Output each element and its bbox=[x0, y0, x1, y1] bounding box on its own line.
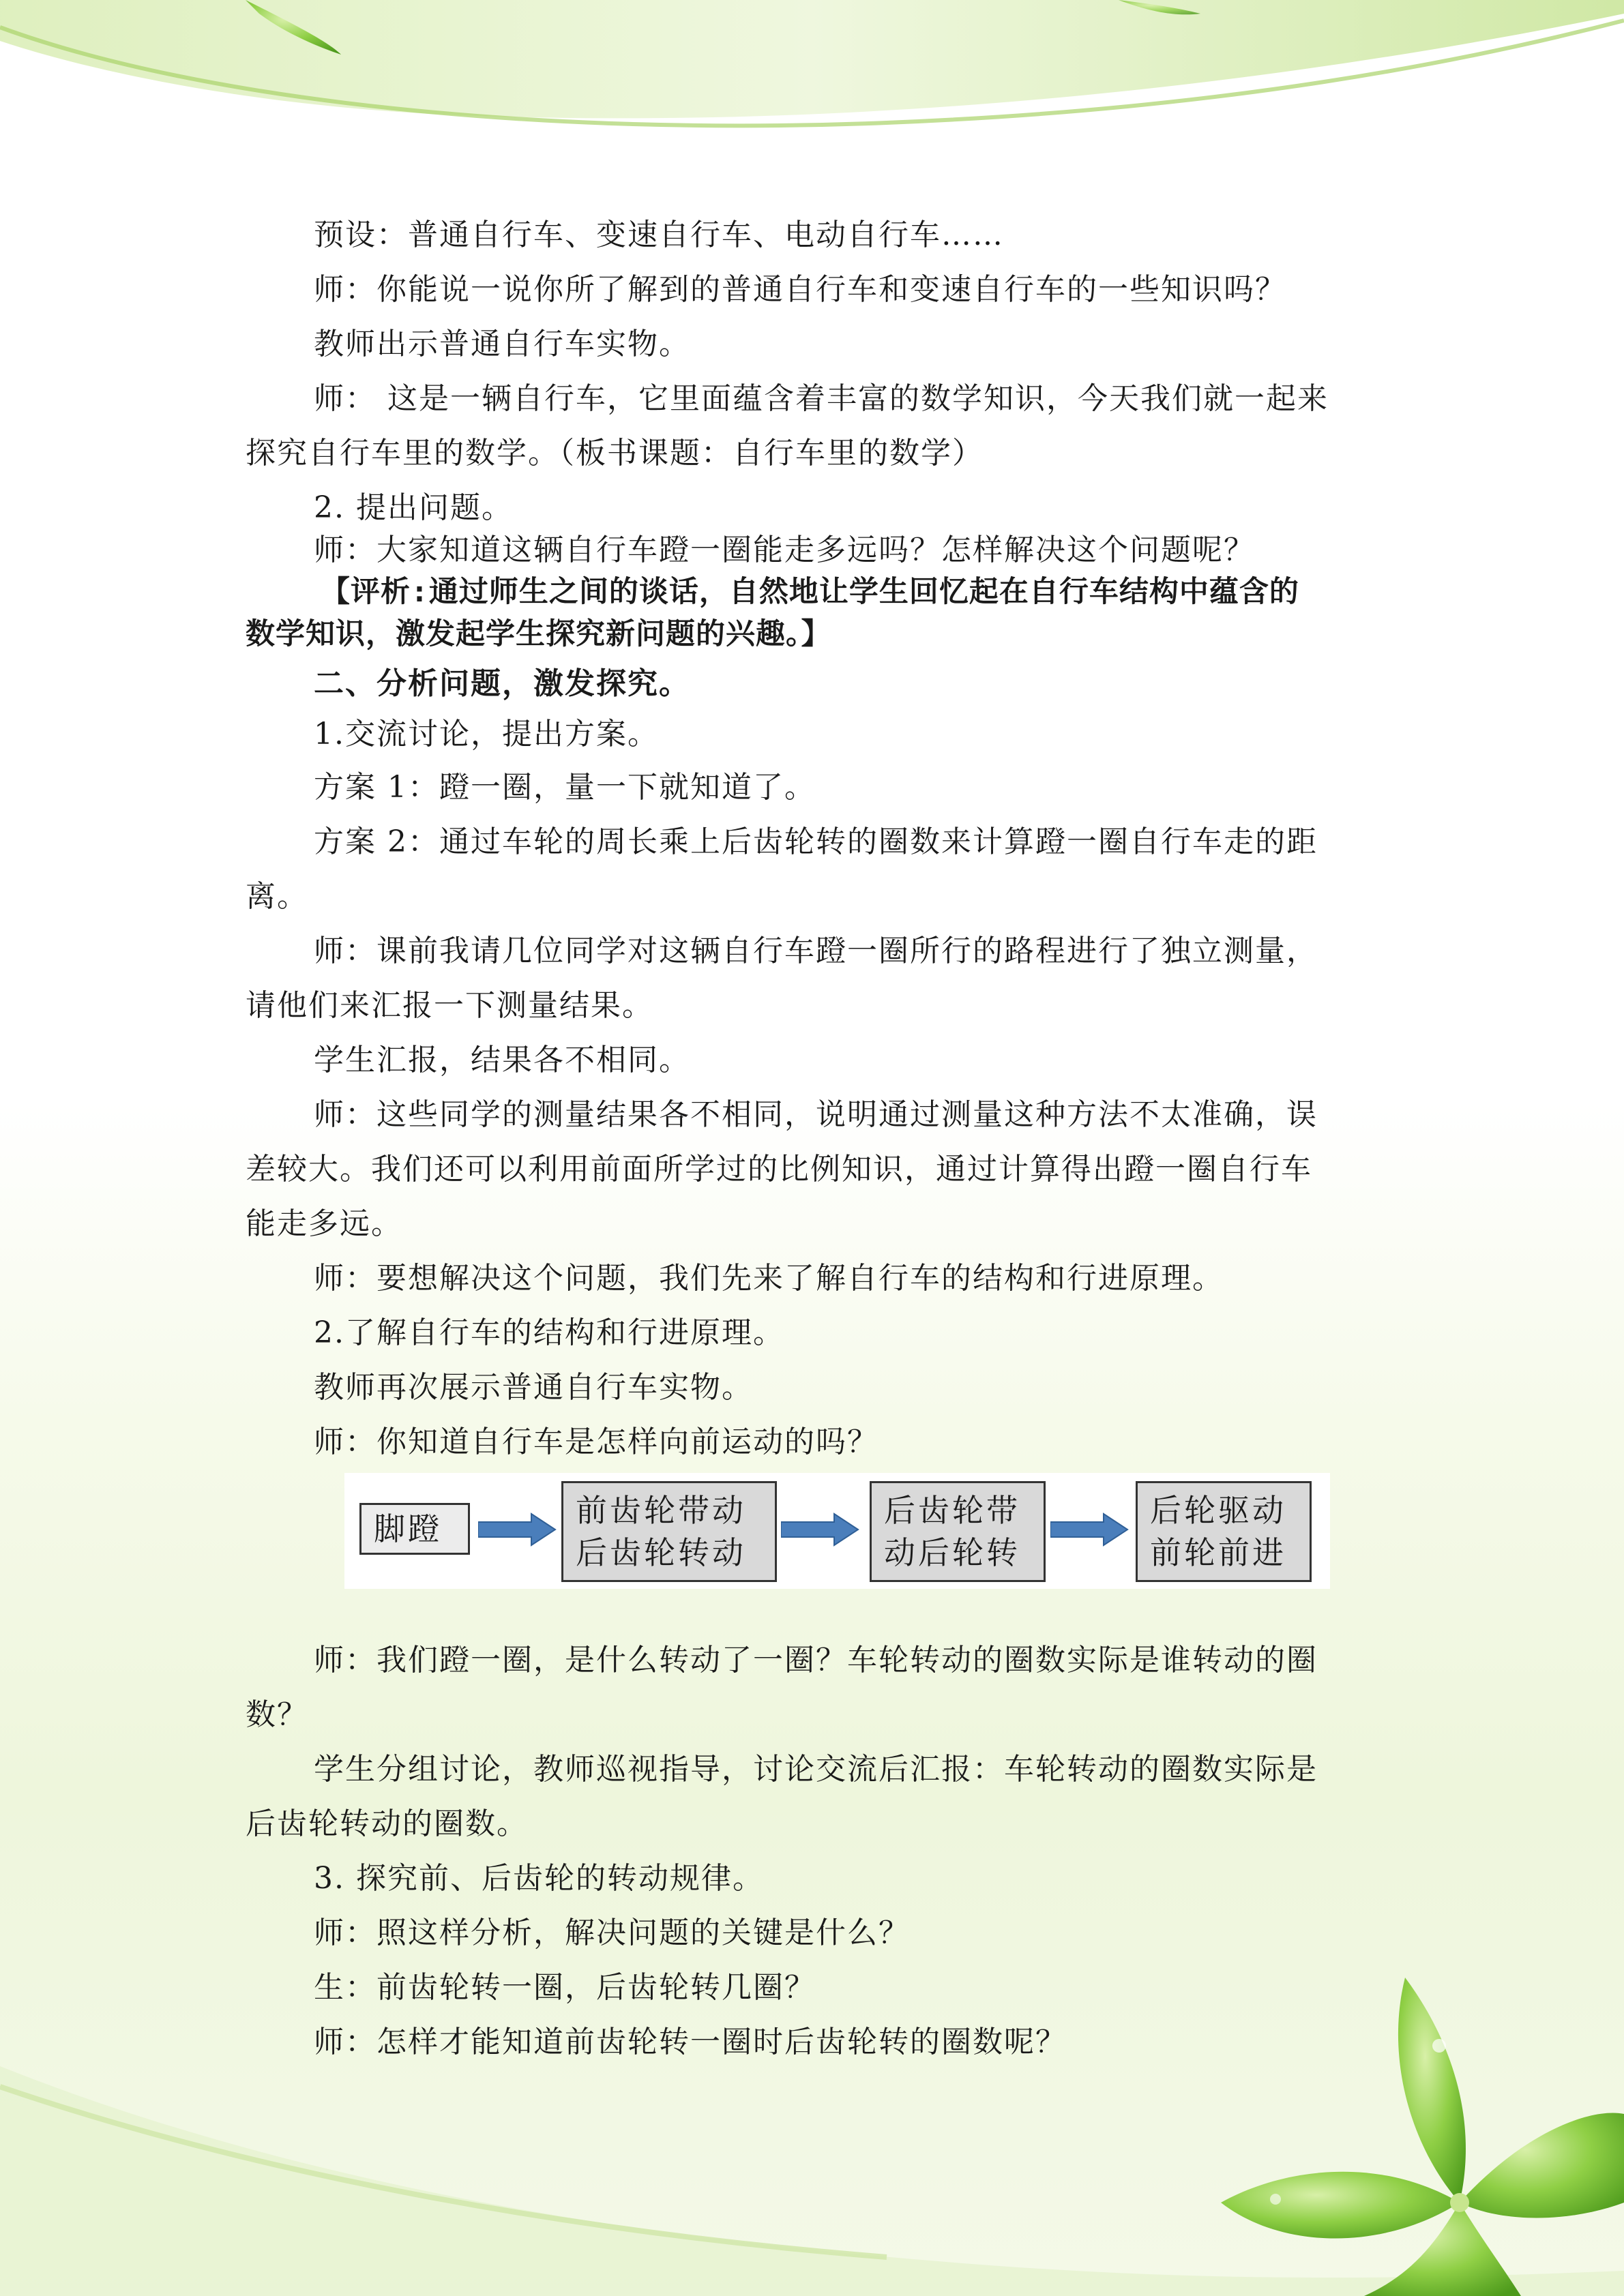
arrow-right-icon bbox=[781, 1512, 859, 1547]
paragraph-line: 数？ bbox=[246, 1697, 308, 1732]
paragraph-line: 能走多远。 bbox=[246, 1206, 402, 1241]
paragraph-line: 师：大家知道这辆自行车蹬一圈能走多远吗？怎样解决这个问题呢？ bbox=[314, 533, 1255, 567]
remark-line: 数学知识，激发起学生探究新问题的兴趣。】 bbox=[246, 617, 831, 651]
paragraph-line: 2.了解自行车的结构和行进原理。 bbox=[314, 1315, 784, 1350]
paragraph-line: 差较大。我们还可以利用前面所学过的比例知识，通过计算得出蹬一圈自行车 bbox=[246, 1152, 1312, 1187]
flow-step-label: 后齿轮带 bbox=[884, 1492, 1020, 1529]
paragraph-line: 请他们来汇报一下测量结果。 bbox=[246, 988, 653, 1023]
flow-step-label: 前轮前进 bbox=[1150, 1534, 1286, 1571]
arrow-right-icon bbox=[1050, 1512, 1129, 1547]
flow-step-label: 脚蹬 bbox=[374, 1510, 442, 1547]
paragraph-line: 师：怎样才能知道前齿轮转一圈时后齿轮转的圈数呢？ bbox=[314, 2025, 1067, 2059]
flow-step-label: 后轮驱动 bbox=[1150, 1492, 1286, 1529]
paragraph-line: 3. 探究前、后齿轮的转动规律。 bbox=[314, 1861, 764, 1896]
bicycle-motion-flowchart bbox=[344, 1473, 1330, 1589]
paragraph-line: 师：这些同学的测量结果各不相同，说明通过测量这种方法不太准确，误 bbox=[314, 1097, 1318, 1132]
paragraph-line: 师：你能说一说你所了解到的普通自行车和变速自行车的一些知识吗？ bbox=[314, 272, 1286, 307]
paragraph-line: 师：我们蹬一圈，是什么转动了一圈？车轮转动的圈数实际是谁转动的圈 bbox=[314, 1643, 1318, 1678]
arrow-right-icon bbox=[478, 1512, 557, 1547]
paragraph-line: 探究自行车里的数学。（板书课题：自行车里的数学） bbox=[246, 436, 984, 471]
flow-step-rear-gear bbox=[870, 1481, 1046, 1582]
paragraph-line: 方案 1：蹬一圈，量一下就知道了。 bbox=[314, 770, 816, 805]
paragraph-line: 师： 这是一辆自行车，它里面蕴含着丰富的数学知识，今天我们就一起来 bbox=[314, 381, 1329, 416]
paragraph-line: 师：你知道自行车是怎样向前运动的吗？ bbox=[314, 1425, 879, 1459]
flow-step-label: 后齿轮转动 bbox=[576, 1534, 746, 1571]
paragraph-line: 学生汇报，结果各不相同。 bbox=[314, 1043, 690, 1077]
paragraph-line: 后齿轮转动的圈数。 bbox=[246, 1806, 528, 1841]
flow-step-front-gear bbox=[561, 1481, 777, 1582]
paragraph-line: 教师再次展示普通自行车实物。 bbox=[314, 1370, 753, 1405]
section-heading: 二、分析问题，激发探究。 bbox=[314, 666, 690, 701]
paragraph-line: 师：课前我请几位同学对这辆自行车蹬一圈所行的路程进行了独立测量， bbox=[314, 934, 1318, 968]
paragraph-line: 教师出示普通自行车实物。 bbox=[314, 327, 690, 361]
remark-line: 【评析:通过师生之间的谈话，自然地让学生回忆起在自行车结构中蕴含的 bbox=[321, 575, 1299, 609]
flow-step-rear-wheel bbox=[1136, 1481, 1312, 1582]
paragraph-line: 离。 bbox=[246, 879, 308, 914]
flow-step-label: 动后轮转 bbox=[884, 1534, 1020, 1571]
leaf-cluster-icon bbox=[1221, 1978, 1624, 2296]
flow-step-pedal bbox=[359, 1503, 470, 1555]
paragraph-line: 方案 2：通过车轮的周长乘上后齿轮转的圈数来计算蹬一圈自行车走的距 bbox=[314, 824, 1318, 859]
leaf-icon bbox=[246, 0, 1200, 55]
paragraph-line: 学生分组讨论，教师巡视指导，讨论交流后汇报：车轮转动的圈数实际是 bbox=[314, 1752, 1318, 1787]
paragraph-line: 师：照这样分析，解决问题的关键是什么？ bbox=[314, 1915, 910, 1950]
paragraph-line: 师：要想解决这个问题，我们先来了解自行车的结构和行进原理。 bbox=[314, 1261, 1224, 1296]
paragraph-line: 1.交流讨论，提出方案。 bbox=[314, 717, 659, 751]
flow-step-label: 前齿轮带动 bbox=[576, 1492, 746, 1529]
paragraph-line: 预设：普通自行车、变速自行车、电动自行车…… bbox=[314, 218, 1004, 252]
paragraph-line: 2. 提出问题。 bbox=[314, 490, 513, 525]
paragraph-line: 生：前齿轮转一圈，后齿轮转几圈？ bbox=[314, 1970, 816, 2005]
